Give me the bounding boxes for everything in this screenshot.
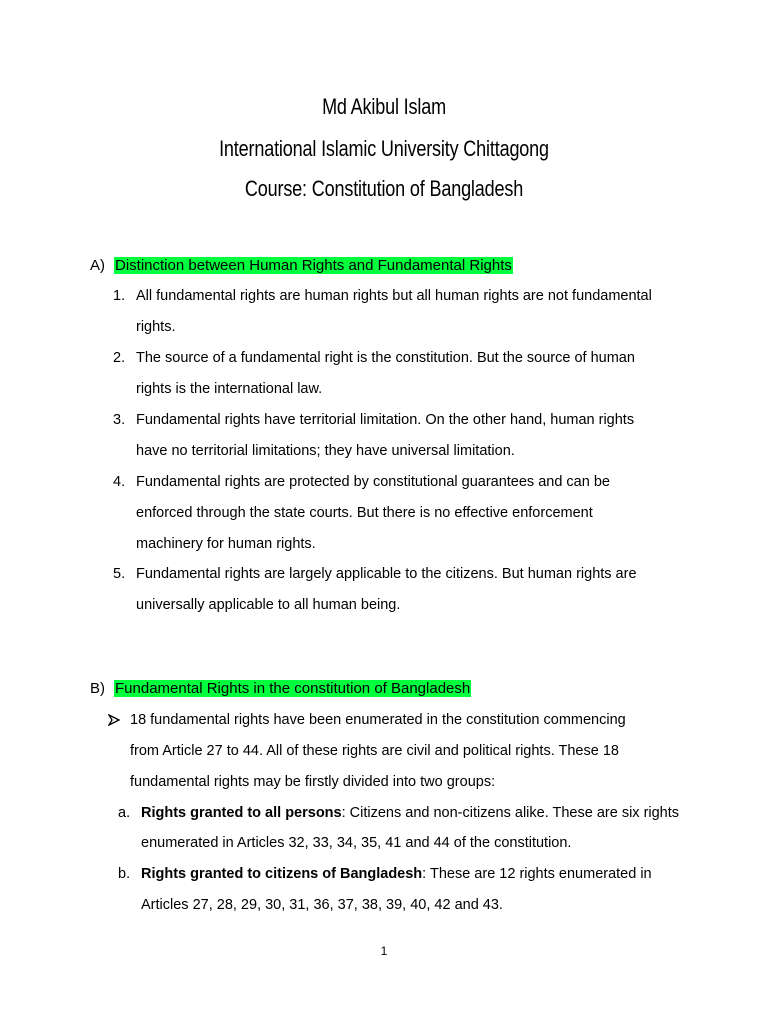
list-item-text: machinery for human rights. (136, 536, 316, 552)
sub-item-text (141, 805, 679, 821)
sub-item-letter: b. (118, 866, 131, 882)
list-item-text: enforced through the state courts. But there is no effective enforcement (136, 505, 593, 521)
sub-item-text: enumerated in Articles 32, 33, 34, 35, 41 and 44 of the constitution. (141, 835, 572, 851)
list-item-number: 4. (113, 474, 126, 490)
sub-item-rest: : These are 12 rights enumerated in (422, 866, 652, 882)
arrow-bullet-icon (108, 714, 120, 726)
list-item-text: The source of a fundamental right is the constitution. But the source of human (136, 350, 635, 366)
list-item-text: have no territorial limitations; they have universal limitation. (136, 443, 515, 459)
list-item-number: 2. (113, 350, 126, 366)
list-item-text: Fundamental rights are protected by constitutional guarantees and can be (136, 474, 610, 490)
section-a-heading (90, 256, 513, 276)
sub-item-letter: a. (118, 805, 131, 821)
section-b-heading (90, 679, 471, 699)
list-item-text: universally applicable to all human being. (136, 597, 401, 613)
section-b-marker: B) (90, 680, 105, 697)
sub-item-bold: Rights granted to citizens of Bangladesh (141, 866, 423, 882)
bullet-text: 18 fundamental rights have been enumerated in the constitution commencing (130, 712, 626, 728)
list-item-text: Fundamental rights have territorial limitation. On the other hand, human rights (136, 412, 635, 428)
list-item-text: All fundamental rights are human rights but all human rights are not fundamental (136, 288, 652, 304)
list-item-text: Fundamental rights are largely applicable to the citizens. But human rights are (136, 566, 637, 582)
list-item-number: 1. (113, 288, 126, 304)
sub-item-text: Articles 27, 28, 29, 30, 31, 36, 37, 38, 39, 40, 42 and 43. (141, 897, 503, 913)
bullet-text: fundamental rights may be firstly divided into two groups: (130, 774, 496, 790)
list-item-text: rights is the international law. (136, 381, 323, 397)
section-a-title: Distinction between Human Rights and Fundamental Rights (115, 257, 512, 274)
section-b-title: Fundamental Rights in the constitution of Bangladesh (115, 680, 471, 697)
sub-item-rest: : Citizens and non-citizens alike. These are six rights (341, 805, 680, 821)
page-number: 1 (380, 944, 388, 958)
section-a-marker: A) (90, 257, 105, 274)
sub-item-bold: Rights granted to all persons (141, 805, 342, 821)
list-item-number: 3. (113, 412, 126, 428)
sub-item-text (141, 866, 652, 882)
list-item-text: rights. (136, 319, 176, 335)
bullet-text: from Article 27 to 44. All of these rights are civil and political rights. These 18 (130, 743, 619, 759)
university-name: International Islamic University Chittagong (219, 136, 549, 161)
list-item-number: 5. (113, 566, 126, 582)
author-name: Md Akibul Islam (322, 94, 446, 119)
course-title: Course: Constitution of Bangladesh (244, 176, 524, 201)
